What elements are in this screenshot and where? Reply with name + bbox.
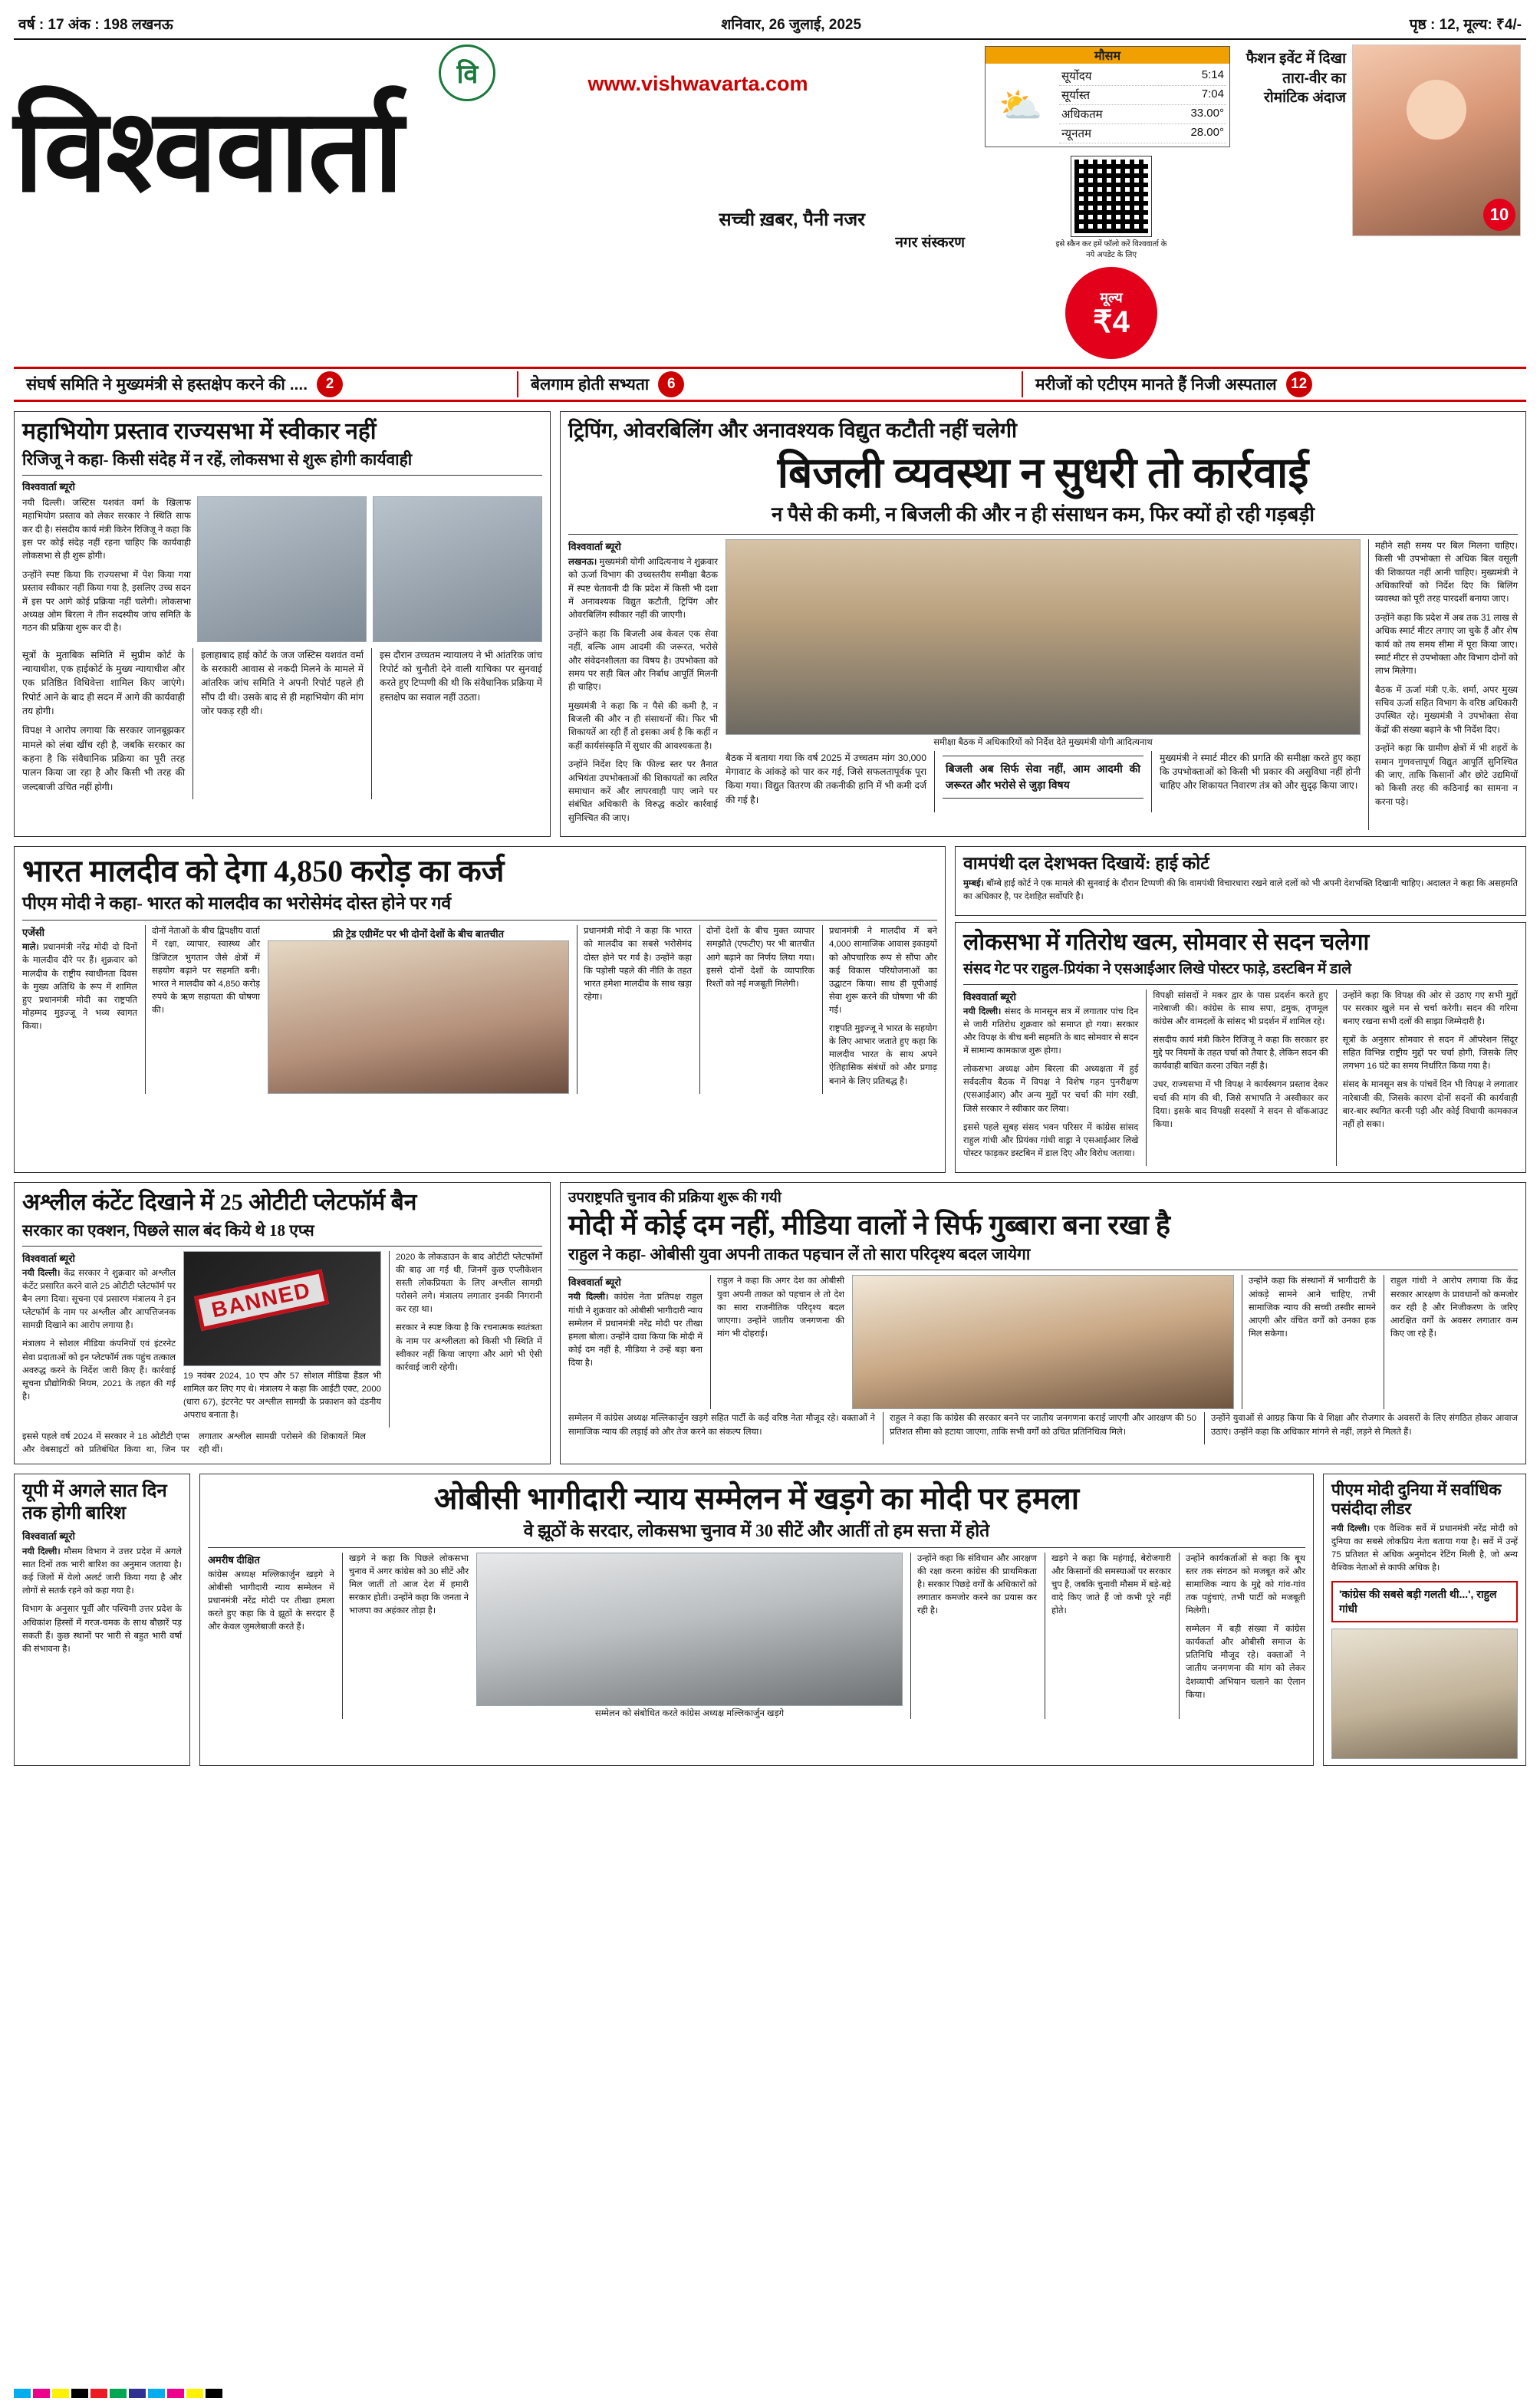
dateline: लखनऊ। — [568, 556, 597, 567]
paragraph: सूत्रों के मुताबिक समिति में सुप्रीम कोर्ट के न्यायाधीश, एक हाईकोर्ट के मुख्य न्यायाधीश और एक प्रतिष्ठित विधिवेत्ता शामिल किए जाएंगे। रिपोर्ट आने के बाद ही सदन में आगे की कार्यवाही तय होगी। — [22, 649, 185, 717]
paragraph: खड़गे ने कहा कि पिछले लोकसभा चुनाव में अगर कांग्रेस को 30 सीटें और मिल जातीं तो आज देश में हमारी सरकार होती। उन्होंने कहा कि जनता ने भाजपा का अहंकार तोड़ा है। — [349, 1553, 469, 1616]
price-value: ₹4 — [1093, 305, 1130, 339]
weather-title: मौसम — [986, 47, 1229, 64]
paragraph: उन्होंने कहा कि बिजली अब केवल एक सेवा नहीं, बल्कि आम आदमी की जरूरत, भरोसे और संवेदनशीलता का विषय है। उपभोक्ता को समय पर सही बिल और निर्बाध आपूर्ति मिलनी ही चाहिए। — [568, 628, 718, 693]
article-headline: बिजली व्यवस्था न सुधरी तो कार्रवाई — [777, 449, 1309, 496]
article-body-bottom — [22, 1431, 542, 1457]
article-col — [710, 1275, 844, 1409]
paragraph: उन्होंने युवाओं से आग्रह किया कि वे शिक्षा और रोजगार के अवसरों के लिए संगठित होकर आवाज उठाएं। उन्होंने कहा कि अधिकार मांगने से नहीं, लड़ने से मिलते हैं। — [1211, 1414, 1518, 1437]
article-col — [1045, 1553, 1171, 1719]
article-byline: एजेंसी — [22, 927, 44, 939]
photo-rahul-gandhi — [852, 1275, 1234, 1409]
paragraph: लोकसभा अध्यक्ष ओम बिरला की अध्यक्षता में हुई सर्वदलीय बैठक में विपक्ष ने विशेष गहन पुनरीक्षण (एसआईआर) और अन्य मुद्दों पर चर्चा की मांग रखी, जिसे सरकार ने स्वीकार कर लिया। — [963, 1065, 1139, 1114]
paragraph: संसदीय कार्य मंत्री किरेन रिजिजू ने कहा कि सरकार हर मुद्दे पर नियमों के तहत चर्चा को तैयार है, लेकिन सदन की कार्यवाही बाधित करना उचित नहीं है। — [1153, 1036, 1328, 1072]
paragraph: इलाहाबाद हाई कोर्ट के जज जस्टिस यशवंत वर्मा के सरकारी आवास से नकदी मिलने के मामले में आंतरिक जांच समिति ने अपनी रिपोर्ट पहले ही सौंप दी थी। उसके बाद से ही महाभियोग की मांग जोर पकड़ रही थी। — [201, 649, 364, 717]
paragraph: सरकार ने स्पष्ट किया है कि रचनात्मक स्वतंत्रता के नाम पर अश्लीलता को किसी भी स्थिति में स्वीकार नहीं किया जाएगा और आगे भी ऐसी कार्रवाई जारी रहेगी। — [396, 1323, 542, 1372]
photo-birla — [373, 496, 542, 642]
article-parliament[interactable] — [955, 922, 1526, 1172]
weather-label: सूर्योदय — [1061, 70, 1092, 83]
weather-row — [1059, 86, 1226, 105]
paragraph: 19 नवंबर 2024, 10 एप और 57 सोशल मीडिया हैंडल भी शामिल कर लिए गए थे। मंत्रालय ने कहा कि आईटी एक्ट, 2000 (धारा 67), इंटरनेट पर अश्लील सामग्री के प्रकाशन को दंडनीय अपराध बनाता है। — [183, 1371, 381, 1421]
paragraph: मंत्रालय ने सोशल मीडिया कंपनियों एवं इंटरनेट सेवा प्रदाताओं को इन प्लेटफॉर्म तक पहुंच तत्काल अवरुद्ध करने के निर्देश जारी किए हैं। कार्रवाई सूचना प्रौद्योगिकी नियम, 2021 के तहत की गई है। — [22, 1339, 176, 1401]
row-bottom — [14, 1474, 1526, 1766]
article-col — [1146, 990, 1328, 1166]
weather-and-qr — [985, 44, 1238, 359]
paragraph: नयी दिल्ली। जस्टिस यशवंत वर्मा के खिलाफ महाभियोग प्रस्ताव को लेकर सरकार ने स्थिति साफ कर दी है। संसदीय कार्य मंत्री किरेन रिजिजू ने कहा कि इस पर कोई संदेह नहीं रहना चाहिए कि कार्यवाही लोकसभा से ही शुरू होगी। — [22, 497, 191, 562]
paragraph: बैठक में ऊर्जा मंत्री ए.के. शर्मा, अपर मुख्य सचिव ऊर्जा सहित विभाग के वरिष्ठ अधिकारी उपस्थित रहे। मुख्यमंत्री ने उपभोक्ता सेवा केंद्रों की संख्या बढ़ाने के भी निर्देश दिए। — [1375, 684, 1518, 735]
paragraph: उन्होंने कार्यकर्ताओं से कहा कि बूथ स्तर तक संगठन को मजबूत करें और सामाजिक न्याय के मुद्दे को गांव-गांव तक पहुंचाएं, तभी पार्टी को मजबूती मिलेगी। — [1186, 1553, 1305, 1616]
paragraph: मुख्यमंत्री योगी आदित्यनाथ ने शुक्रवार को ऊर्जा विभाग की उच्चस्तरीय समीक्षा बैठक में स्पष्ट चेतावनी दी कि प्रदेश में किसी भी दशा में अनावश्यक विद्युत कटौती, ट्रिपिंग और ओवरबिलिंग स्वीकार नहीं की जाएगी। — [568, 556, 718, 621]
weather-box — [985, 46, 1230, 147]
weather-label: सूर्यास्त — [1061, 89, 1091, 102]
article-byline: विश्ववार्ता ब्यूरो — [568, 540, 621, 552]
logo-emblem-icon: वि — [439, 44, 495, 101]
paragraph: इस दौरान उच्चतम न्यायालय ने भी आंतरिक जांच रिपोर्ट को चुनौती देने वाली याचिका पर सुनवाई करते हुए टिप्पणी की थी कि संवैधानिक प्रक्रिया में हस्तक्षेप का सवाल नहीं उठता। — [380, 649, 542, 703]
article-headline: अश्लील कंटेंट दिखाने में 25 ओटीटी प्लेटफॉर्म बैन — [22, 1189, 417, 1215]
article-col — [822, 925, 937, 1094]
article-headline: पीएम मोदी दुनिया में सर्वाधिक पसंदीदा लीडर — [1331, 1480, 1502, 1519]
paragraph: उन्होंने कहा कि विपक्ष की ओर से उठाए गए सभी मुद्दों पर सरकार खुले मन से चर्चा करेगी। सदन की गरिमा बनाए रखना सभी दलों की साझा जिम्मेदारी है। — [1342, 990, 1518, 1026]
article-byline: विश्ववार्ता ब्यूरो — [963, 990, 1016, 1003]
article-headline: लोकसभा में गतिरोध खत्म, सोमवार से सदन चलेगा — [963, 930, 1370, 956]
photo-cm-meeting — [726, 539, 1361, 735]
sun-cloud-icon: ⛅ — [999, 84, 1043, 125]
index-item-text: बेलगाम होती सभ्यता — [531, 376, 650, 394]
dateline: नयी दिल्ली। — [963, 1006, 1002, 1016]
article-subhead: पीएम मोदी ने कहा- भारत को मालदीव का भरोसेमंद दोस्त होने पर गर्व — [22, 892, 937, 921]
index-item-2[interactable] — [517, 371, 1022, 397]
article-byline: अमरीष दीक्षित — [208, 1553, 260, 1566]
photo-modi-muizzu — [268, 940, 569, 1094]
paragraph: सम्मेलन में बड़ी संख्या में कांग्रेस कार्यकर्ता और ओबीसी समाज के प्रतिनिधि मौजूद रहे। वक्ताओं ने जातीय जनगणना की मांग को लेकर देशव्यापी अभियान चलाने का ऐलान किया। — [1186, 1625, 1305, 1700]
index-strip — [14, 367, 1526, 402]
paragraph: कांग्रेस अध्यक्ष मल्लिकार्जुन खड़गे ने ओबीसी भागीदारी न्याय सम्मेलन में प्रधानमंत्री नरेंद्र मोदी पर तीखा हमला करते हुए कहा कि वे झूठों के सरदार हैं और केवल जुमलेबाजी करते हैं। — [208, 1569, 334, 1632]
promo-photo — [1352, 44, 1521, 236]
pull-quote: बिजली अब सिर्फ सेवा नहीं, आम आदमी की जरूरत और भरोसे से जुड़ा विषय — [943, 756, 1143, 799]
article-photo-wrap — [852, 1275, 1234, 1409]
article-subhead: सरकार का एक्शन, पिछले साल बंद किये थे 18 एप्स — [22, 1220, 542, 1247]
qr-caption: इसे स्कैन कर हमें फॉलो करें विश्ववार्ता के नये अपडेट के लिए — [1055, 240, 1167, 259]
newspaper-tagline: सच्ची ख़बर, पैनी नजर — [719, 209, 865, 230]
index-item-text: संघर्ष समिति ने मुख्यमंत्री से हस्तक्षेप करने की .... — [26, 376, 308, 394]
article-headline: भारत मालदीव को देगा 4,850 करोड़ का कर्ज — [22, 854, 505, 889]
quote-box — [1331, 1581, 1518, 1622]
pages-price: पृष्ठ : 12, मूल्य: ₹4/- — [1409, 17, 1522, 33]
article-ott[interactable] — [14, 1182, 551, 1464]
website-url[interactable]: www.vishwavarta.com — [587, 71, 808, 95]
article-col — [963, 990, 1138, 1166]
article-up-rain[interactable] — [14, 1474, 190, 1766]
article-headline: ओबीसी भागीदारी न्याय सम्मेलन में खड़गे का मोदी पर हमला — [433, 1480, 1080, 1516]
article-byline: विश्ववार्ता ब्यूरो — [568, 1276, 621, 1289]
article-impeachment[interactable] — [14, 411, 551, 837]
paragraph: बॉम्बे हाई कोर्ट ने एक मामले की सुनवाई के दौरान टिप्पणी की कि वामपंथी विचारधारा रखने वाले दलों को भी अपनी देशभक्ति दिखानी चाहिए। अदालत ने कहा कि असहमति का अधिकार है, पर देशहित सर्वोपरि है। — [963, 879, 1518, 902]
article-body-left — [22, 496, 191, 642]
paragraph: राहुल ने कहा कि अगर देश का ओबीसी युवा अपनी ताकत को पहचान ले तो देश का सारा राजनीतिक परिदृश्य बदल जाएगा। उन्होंने जातीय जनगणना की मांग भी दोहराई। — [717, 1276, 844, 1339]
price-badge — [1065, 267, 1157, 359]
promo-text: फैशन इवेंट में दिखा तारा-वीर का रोमांटिक अंदाज — [1245, 51, 1346, 107]
weather-label: अधिकतम — [1061, 108, 1103, 121]
dateline: नयी दिल्ली। — [1331, 1523, 1371, 1533]
paragraph: कांग्रेस नेता प्रतिपक्ष राहुल गांधी ने शुक्रवार को ओबीसी भागीदारी न्याय सम्मेलन में प्रधानमंत्री नरेंद्र मोदी पर तीखा हमला बोला। उन्होंने दावा किया कि मोदी में कोई दम नहीं है, मीडिया ने उन्हें बड़ा बना दिया है। — [568, 1293, 703, 1368]
photo-caption: समीक्षा बैठक में अधिकारियों को निर्देश देते मुख्यमंत्री योगी आदित्यनाथ — [933, 737, 1153, 747]
article-photo-wrap — [183, 1251, 381, 1428]
paragraph: महीने सही समय पर बिल मिलना चाहिए। किसी भी उपभोक्ता से अधिक बिल वसूली की शिकायत नहीं आनी चाहिए। मुख्यमंत्री ने अधिकारियों को निर्देश दिए कि बिलिंग व्यवस्था को पूरी तरह पारदर्शी बनाया जाए। — [1375, 540, 1518, 604]
article-col — [145, 925, 260, 1094]
paragraph: उन्होंने कहा कि संविधान और आरक्षण की रक्षा करना कांग्रेस की प्राथमिकता है। सरकार पिछड़े वर्गों के अधिकारों को लगातार कमजोर करने का प्रयास कर रही है। — [917, 1553, 1037, 1616]
newspaper-title: विश्ववार्ता — [14, 88, 403, 216]
paragraph: संसद के मानसून सत्र में लगातार पांच दिन से जारी गतिरोध शुक्रवार को समाप्त हो गया। सरकार और विपक्ष के बीच बनी सहमति के बाद सोमवार से सदन में सामान्य कामकाज शुरू होगा। — [963, 1006, 1139, 1056]
paragraph: दोनों देशों के बीच मुक्त व्यापार समझौते (एफटीए) पर भी बातचीत आगे बढ़ाने का निर्णय लिया गया। इससे दोनों देशों के व्यापारिक रिश्तों को नई मजबूती मिलेगी। — [706, 927, 814, 989]
article-col — [22, 925, 137, 1094]
paragraph: संसद के मानसून सत्र के पांचवें दिन भी विपक्ष ने लगातार नारेबाजी की, जिसके कारण दोनों सदनों की कार्यवाही बार-बार स्थगित करनी पड़ी और कोई विधायी कामकाज नहीं हो सका। — [1342, 1080, 1518, 1129]
article-col — [1336, 990, 1518, 1166]
article-headline: यूपी में अगले सात दिन तक होगी बारिश — [22, 1480, 167, 1523]
article-photo-wrap — [268, 925, 569, 1094]
row-lead — [14, 411, 1526, 837]
photo-caption: फ्री ट्रेड एग्रीमेंट पर भी दोनों देशों के बीच बातचीत — [332, 928, 505, 940]
article-body-columns — [22, 648, 542, 799]
masthead — [14, 40, 1526, 359]
paragraph: 2020 के लोकडाउन के बाद ओटीटी प्लेटफॉर्मों की बाढ़ आ गई थी, जिनमें कुछ एप्लीकेशन सस्ती लोकप्रियता के लिए अश्लील सामग्री परोसने लगे। मंत्रालय लगातार इनकी निगरानी कर रहा था। — [396, 1252, 542, 1315]
paragraph: उन्होंने निर्देश दिए कि फील्ड स्तर पर तैनात अभियंता उपभोक्ताओं की शिकायतों का त्वरित समाधान करें और लापरवाही पाए जाने पर संबंधित अधिकारी के विरुद्ध कठोर कार्रवाई सुनिश्चित की जाए। — [568, 759, 718, 823]
index-item-text: मरीजों को एटीएम मानते हैं निजी अस्पताल — [1035, 376, 1277, 394]
photo-modi — [1331, 1629, 1518, 1759]
paragraph: मुख्यमंत्री ने स्मार्ट मीटर की प्रगति की समीक्षा करते हुए कहा कि उपभोक्ताओं को किसी भी प्रकार की असुविधा नहीं होनी चाहिए और शिकायत निवारण तंत्र को और सुदृढ़ किया जाए। — [1160, 752, 1361, 792]
article-center — [726, 539, 1361, 830]
photo-dhankhar — [197, 496, 367, 642]
cmyk-registration-marks — [14, 2389, 222, 2398]
paragraph: उधर, राज्यसभा में भी विपक्ष ने कार्यस्थगन प्रस्ताव देकर चर्चा की मांग की थी, जिसे सभापति ने अस्वीकार कर दिया। इसके बाद विपक्षी सदस्यों ने सदन से वॉकआउट किया। — [1153, 1080, 1328, 1129]
article-col — [208, 1553, 334, 1719]
photo-kharge — [476, 1553, 903, 1706]
paragraph: प्रधानमंत्री मोदी ने कहा कि भारत को मालदीव का सबसे भरोसेमंद दोस्त होने पर गर्व है। उन्होंने कहा कि पड़ोसी पहले की नीति के तहत भारत हमेशा मालदीव के साथ खड़ा रहेगा। — [584, 927, 692, 1002]
index-item-page: 6 — [658, 371, 684, 397]
publication-date: शनिवार, 26 जुलाई, 2025 — [721, 17, 862, 33]
paragraph: खड़गे ने कहा कि महंगाई, बेरोजगारी और किसानों की समस्याओं पर सरकार चुप है, जबकि चुनावी मौसम में बड़े-बड़े वादे किए जाते हैं जो कभी पूरे नहीं होते। — [1051, 1553, 1171, 1616]
article-byline: विश्ववार्ता ब्यूरो — [22, 1252, 75, 1264]
article-kicker: ट्रिपिंग, ओवरबिलिंग और अनावश्यक विद्युत कटौती नहीं चलेगी — [568, 419, 1017, 442]
article-col — [1242, 1275, 1376, 1409]
paragraph: प्रधानमंत्री नरेंद्र मोदी दो दिनों के मालदीव दौरे पर हैं। शुक्रवार को मालदीव के राष्ट्रीय स्वाधीनता दिवस के मुख्य अतिथि के रूप में शामिल हुए प्रधानमंत्री मोदी का राष्ट्रपति मोहम्मद मुइज्जू ने भव्य स्वागत किया। — [22, 943, 137, 1031]
article-col — [568, 1412, 875, 1444]
masthead-info-bar — [14, 11, 1526, 40]
banned-stamp: BANNED — [194, 1270, 329, 1331]
paragraph: बैठक में बताया गया कि वर्ष 2025 में उच्चतम मांग 30,000 मेगावाट के आंकड़े को पार कर गई, जिसे सफलतापूर्वक पूरा किया गया। विद्युत वितरण की तकनीकी हानि में भी कमी दर्ज की गई है। — [726, 752, 926, 805]
article-court[interactable] — [955, 846, 1526, 916]
masthead-brand — [14, 44, 980, 252]
dateline: नयी दिल्ली। — [22, 1547, 61, 1557]
paragraph: केंद्र सरकार ने शुक्रवार को अश्लील कंटेंट प्रसारित करने वाले 25 ओटीटी प्लेटफॉर्म पर बैन लगा दिया। सूचना एवं प्रसारण मंत्रालय ने इन प्लेटफॉर्म के नाम पर अश्लील और आपत्तिजनक सामग्री दिखाने का आरोप लगाया है। — [22, 1268, 176, 1331]
masthead-promo[interactable] — [1242, 44, 1526, 236]
weather-label: न्यूनतम — [1061, 127, 1091, 140]
paragraph: राहुल गांधी ने आरोप लगाया कि केंद्र सरकार आरक्षण के प्रावधानों को कमजोर कर रही है और निजीकरण के जरिए आरक्षित वर्गों के अवसर लगातार कम किए जा रहे हैं। — [1390, 1276, 1518, 1339]
paragraph: उन्होंने कहा कि प्रदेश में अब तक 31 लाख से अधिक स्मार्ट मीटर लगाए जा चुके हैं और शेष कार्य को तय समय सीमा में पूरा किया जाए। स्मार्ट मीटर से उपभोक्ता और विभाग दोनों को लाभ मिलेगा। — [1375, 612, 1518, 677]
row-second — [14, 846, 1526, 1173]
article-headline: मोदी में कोई दम नहीं, मीडिया वालों ने सिर्फ गुब्बारा बना रखा है — [568, 1209, 1170, 1240]
article-obc[interactable] — [199, 1474, 1314, 1766]
article-col — [1204, 1412, 1518, 1444]
dateline: मुम्बई। — [963, 879, 984, 889]
quote-text: 'कांग्रेस की सबसे बड़ी गलती थी...', राहुल गांधी — [1339, 1588, 1497, 1615]
paragraph: मौसम विभाग ने उत्तर प्रदेश में अगले सात दिनों तक भारी बारिश का अनुमान जताया है। कई जिलों में येलो अलर्ट जारी किया गया है और लोगों से सतर्क रहने को कहा गया है। — [22, 1547, 183, 1596]
weather-value: 5:14 — [1201, 68, 1224, 81]
price-label: मूल्य — [1100, 290, 1123, 305]
article-subhead: न पैसे की कमी, न बिजली की और न ही संसाधन कम, फिर क्यों हो रही गड़बड़ी — [568, 502, 1518, 535]
edition-label: नगर संस्करण — [895, 235, 965, 251]
paragraph: इससे पहले वर्ष 2024 में सरकार ने 18 ओटीटी एप्स और वेबसाइटों को प्रतिबंधित किया था, जिन पर लगातार अश्लील सामग्री परोसने की शिकायतें मिल रही थीं। — [22, 1432, 366, 1455]
weather-value: 33.00° — [1190, 107, 1224, 120]
dateline: माले। — [22, 943, 39, 953]
article-modi-leader[interactable] — [1323, 1474, 1526, 1766]
paragraph: सम्मेलन में कांग्रेस अध्यक्ष मल्लिकार्जुन खड़गे सहित पार्टी के कई वरिष्ठ नेता मौजूद रहे। वक्ताओं ने सामाजिक न्याय की लड़ाई को और तेज करने का संकल्प लिया। — [568, 1414, 875, 1437]
paragraph: विभाग के अनुसार पूर्वी और पश्चिमी उत्तर प्रदेश के अधिकांश हिस्सों में गरज-चमक के साथ बौछारें पड़ सकती हैं। कुछ स्थानों पर भारी से बहुत भारी वर्षा की संभावना है। — [22, 1605, 182, 1654]
photo-ott-banned — [183, 1251, 381, 1366]
paragraph: उन्होंने स्पष्ट किया कि राज्यसभा में पेश किया गया प्रस्ताव स्वीकार नहीं किया गया है, इसलिए उच्च सदन में इस पर आगे कोई प्रक्रिया नहीं चलेगी। लोकसभा अध्यक्ष ओम बिरला ने तीन सदस्यीय जांच समिति के गठन की प्रक्रिया शुरू कर दी है। — [22, 569, 191, 634]
issue-info: वर्ष : 17 अंक : 198 लखनऊ — [18, 17, 173, 33]
paragraph: राहुल ने कहा कि कांग्रेस की सरकार बनने पर जातीय जनगणना कराई जाएगी और आरक्षण की 50 प्रतिशत सीमा को हटाया जाएगा, ताकि सभी वर्गों को उचित प्रतिनिधित्व मिले। — [890, 1414, 1196, 1437]
article-photo-wrap — [476, 1553, 903, 1719]
article-subhead: संसद गेट पर राहुल-प्रियंका ने एसआईआर लिखे पोस्टर फाड़े, डस्टबिन में डाले — [963, 960, 1518, 985]
weather-row — [1059, 124, 1226, 143]
paragraph: विपक्षी सांसदों ने मकर द्वार के पास प्रदर्शन करते हुए नारेबाजी की। कांग्रेस के साथ सपा, द्रमुक, तृणमूल कांग्रेस और वामदलों के सांसद भी प्रदर्शन में शामिल रहे। — [1153, 990, 1328, 1026]
article-col — [1179, 1553, 1305, 1719]
qr-code-icon[interactable] — [1071, 156, 1151, 236]
paragraph: दोनों नेताओं के बीच द्विपक्षीय वार्ता में रक्षा, व्यापार, स्वास्थ्य और डिजिटल भुगतान जैसे क्षेत्रों में सहयोग बढ़ाने पर सहमति बनी। भारत ने मालदीव को 4,850 करोड़ रुपये के ऋण सहायता की घोषणा की। — [152, 927, 260, 1015]
article-photos — [197, 496, 542, 642]
promo-page-number: 10 — [1483, 199, 1515, 231]
paragraph: एक वैश्विक सर्वे में प्रधानमंत्री नरेंद्र मोदी को दुनिया का सबसे लोकप्रिय नेता बताया गया है। सर्वे में उन्हें 75 प्रतिशत से अधिक अनुमोदन रेटिंग मिली है, जो अन्य वैश्विक नेताओं से काफी अधिक है। — [1331, 1523, 1519, 1573]
index-item-1[interactable] — [14, 371, 517, 397]
article-col — [22, 1251, 176, 1428]
weather-value: 28.00° — [1190, 126, 1224, 139]
article-col — [883, 1412, 1196, 1444]
paragraph: सूत्रों के अनुसार सोमवार से सदन में ऑपरेशन सिंदूर सहित विभिन्न राष्ट्रीय मुद्दों पर चर्चा होगी, जिसके लिए लगभग 16 घंटे का समय निर्धारित किया गया है। — [1342, 1036, 1518, 1072]
paragraph: इससे पहले सुबह संसद भवन परिसर में कांग्रेस सांसद राहुल गांधी और प्रियंका गांधी वाड्रा ने एसआईआर लिखे पोस्टर फाड़कर डस्टबिन में डाल दिए और विरोध जताया। — [963, 1122, 1139, 1158]
row-third — [14, 1182, 1526, 1464]
weather-value: 7:04 — [1201, 87, 1224, 100]
article-kicker: उपराष्ट्रपति चुनाव की प्रक्रिया शुरू की गयी — [568, 1189, 782, 1206]
article-rahul[interactable] — [560, 1182, 1526, 1464]
photo-caption: सम्मेलन को संबोधित करते कांग्रेस अध्यक्ष मल्लिकार्जुन खड़गे — [594, 1708, 785, 1718]
article-body-left — [568, 539, 718, 830]
index-item-3[interactable] — [1022, 371, 1526, 397]
paragraph: प्रधानमंत्री ने मालदीव में बने 4,000 सामाजिक आवास इकाइयों को औपचारिक रूप से सौंपा और कई विकास परियोजनाओं का उद्घाटन किया। साथ ही यूपीआई सेवा शुरू करने की घोषणा भी की गई। — [829, 927, 937, 1015]
article-byline: विश्ववार्ता ब्यूरो — [22, 1530, 75, 1543]
dateline: नयी दिल्ली। — [568, 1293, 609, 1303]
article-headline: महाभियोग प्रस्ताव राज्यसभा में स्वीकार नहीं — [22, 419, 377, 444]
weather-row — [1059, 105, 1226, 124]
article-col — [910, 1553, 1037, 1719]
dateline: नयी दिल्ली। — [22, 1268, 61, 1278]
article-col — [389, 1251, 542, 1428]
article-col — [1384, 1275, 1518, 1409]
article-power[interactable] — [560, 411, 1526, 837]
paragraph: उन्होंने कहा कि ग्रामीण क्षेत्रों में भी शहरों के समान गुणवत्तापूर्ण विद्युत आपूर्ति सुनिश्चित की जाए, ताकि किसानों और छोटे उद्यमियों को किसी तरह की कठिनाई का सामना न करना पड़े। — [1375, 743, 1518, 807]
page-content — [14, 411, 1526, 1766]
article-maldives[interactable] — [14, 846, 946, 1173]
paragraph: राष्ट्रपति मुइज्जू ने भारत के सहयोग के लिए आभार जताते हुए कहा कि मालदीव भारत के साथ अपने ऐतिहासिक संबंधों को और प्रगाढ़ बनाने के लिए प्रतिबद्ध है। — [829, 1024, 937, 1086]
article-col — [577, 925, 692, 1094]
index-item-page: 12 — [1286, 371, 1312, 397]
article-col — [699, 925, 814, 1094]
article-headline: वामपंथी दल देशभक्त दिखायें: हाई कोर्ट — [963, 854, 1209, 874]
article-subhead: रिजिजू ने कहा- किसी संदेह में न रहें, लोकसभा से शुरू होगी कार्यवाही — [22, 450, 542, 476]
paragraph: मुख्यमंत्री ने कहा कि न पैसे की कमी है, न बिजली की और न ही संसाधनों की। फिर भी शिकायतें आ रही हैं तो इसका अर्थ है कि कहीं न कहीं कार्यसंस्कृति में सुधार की आवश्यकता है। — [568, 700, 718, 751]
article-col — [342, 1553, 469, 1719]
weather-row — [1059, 67, 1226, 86]
article-byline: विश्ववार्ता ब्यूरो — [22, 480, 75, 492]
article-subhead: वे झूठों के सरदार, लोकसभा चुनाव में 30 सीटें और आतीं तो हम सत्ता में होते — [208, 1520, 1305, 1548]
paragraph: विपक्ष ने आरोप लगाया कि सरकार जानबूझकर मामले को लंबा खींच रही है, जबकि सरकार का कहना है कि संवैधानिक प्रक्रिया का पूरी तरह पालन किया जा रहा है और किसी भी तरह की जल्दबाजी उचित नहीं होगी। — [22, 725, 185, 792]
article-body-right — [1368, 539, 1518, 830]
article-col — [568, 1275, 703, 1409]
index-item-page: 2 — [317, 371, 343, 397]
paragraph: उन्होंने कहा कि संस्थानों में भागीदारी के आंकड़े सामने आने चाहिए, तभी सामाजिक न्याय की सच्ची तस्वीर सामने आएगी और वंचित वर्गों को उनका हक मिल सकेगा। — [1249, 1276, 1376, 1339]
article-subhead: राहुल ने कहा- ओबीसी युवा अपनी ताकत पहचान लें तो सारा परिदृश्य बदल जायेगा — [568, 1244, 1518, 1270]
